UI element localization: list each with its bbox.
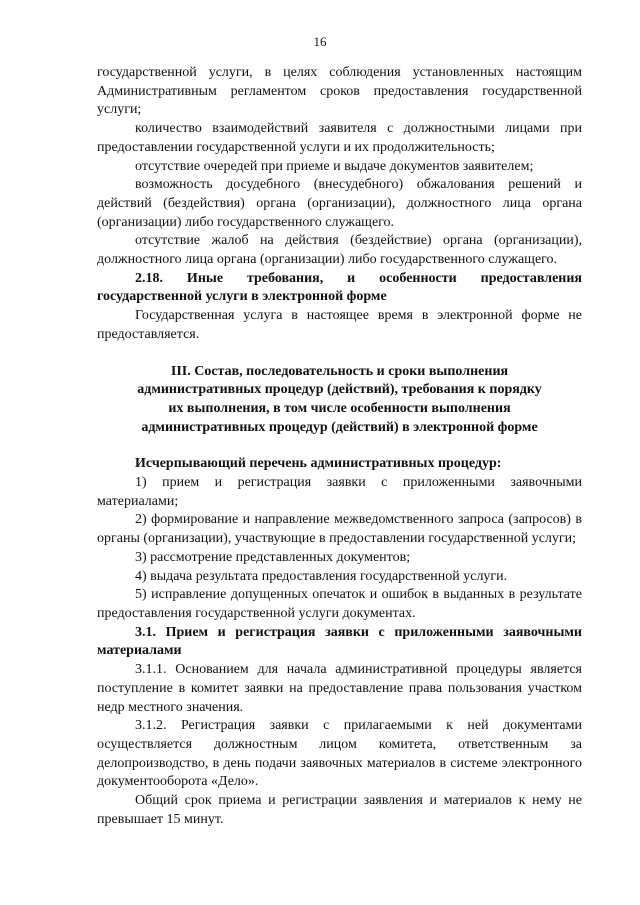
paragraph: возможность досудебного (внесудебного) обжалования решений и действий (бездействия) органа (организации), должностного лица органа (организации) либо государственного служащего.: [97, 177, 582, 230]
paragraph: Общий срок приема и регистрации заявления и материалов к нему не превышает 15 минут.: [97, 793, 582, 827]
procedures-heading: Исчерпывающий перечень административных процедур:: [135, 456, 502, 472]
chapter-heading-line: III. Состав, последовательность и сроки выполнения: [170, 363, 509, 379]
paragraph: Государственная услуга в настоящее время в электронной форме не предоставляется.: [97, 308, 582, 342]
list-item: 1) прием и регистрация заявки с приложенными заявочными материалами;: [97, 475, 582, 509]
list-item: 4) выдача результата предоставления государственной услуги.: [135, 568, 508, 584]
paragraph: государственной услуги, в целях соблюдения установленных настоящим Административным регламентом сроков предоставления государственной услуги;: [97, 65, 582, 118]
list-item: 3) рассмотрение представленных документов;: [135, 549, 411, 565]
section-heading-3-1: 3.1. Прием и регистрация заявки с приложенными заявочными материалами: [97, 624, 582, 659]
chapter-heading-line: их выполнения, в том числе особенности выполнения: [168, 400, 511, 416]
section-heading-2-18: 2.18. Иные требования, и особенности предоставления государственной услуги в электронной форме: [97, 270, 582, 305]
chapter-heading: [97, 363, 582, 438]
page-number: 16: [313, 34, 327, 49]
list-item: 5) исправление допущенных опечаток и ошибок в выданных в результате предоставления государственной услуги документах.: [97, 587, 582, 621]
paragraph: 3.1.2. Регистрация заявки с прилагаемыми к ней документами осуществляется должностным лицом комитета, ответственным за делопроизводство, в день подачи заявочных материалов в системе электронного документооборота «Дело».: [97, 718, 582, 790]
paragraph: количество взаимодействий заявителя с должностными лицами при предоставлении государственной услуги и их продолжительность;: [97, 121, 582, 155]
chapter-heading-line: административных процедур (действий) в электронной форме: [141, 419, 538, 435]
chapter-heading-line: административных процедур (действий), требования к порядку: [137, 382, 542, 398]
list-item: 2) формирование и направление межведомственного запроса (запросов) в органы (организации), участвующие в предоставлении государственной услуги;: [97, 512, 582, 547]
paragraph: отсутствие очередей при приеме и выдаче документов заявителем;: [135, 158, 534, 174]
paragraph: отсутствие жалоб на действия (бездействие) органа (организации), должностного лица органа (организации) либо государственного служащего.: [97, 233, 582, 268]
paragraph: 3.1.1. Основанием для начала административной процедуры является поступление в комитет заявки на предоставление права пользования участком недр местного значения.: [97, 662, 582, 715]
document-body: [97, 64, 582, 829]
